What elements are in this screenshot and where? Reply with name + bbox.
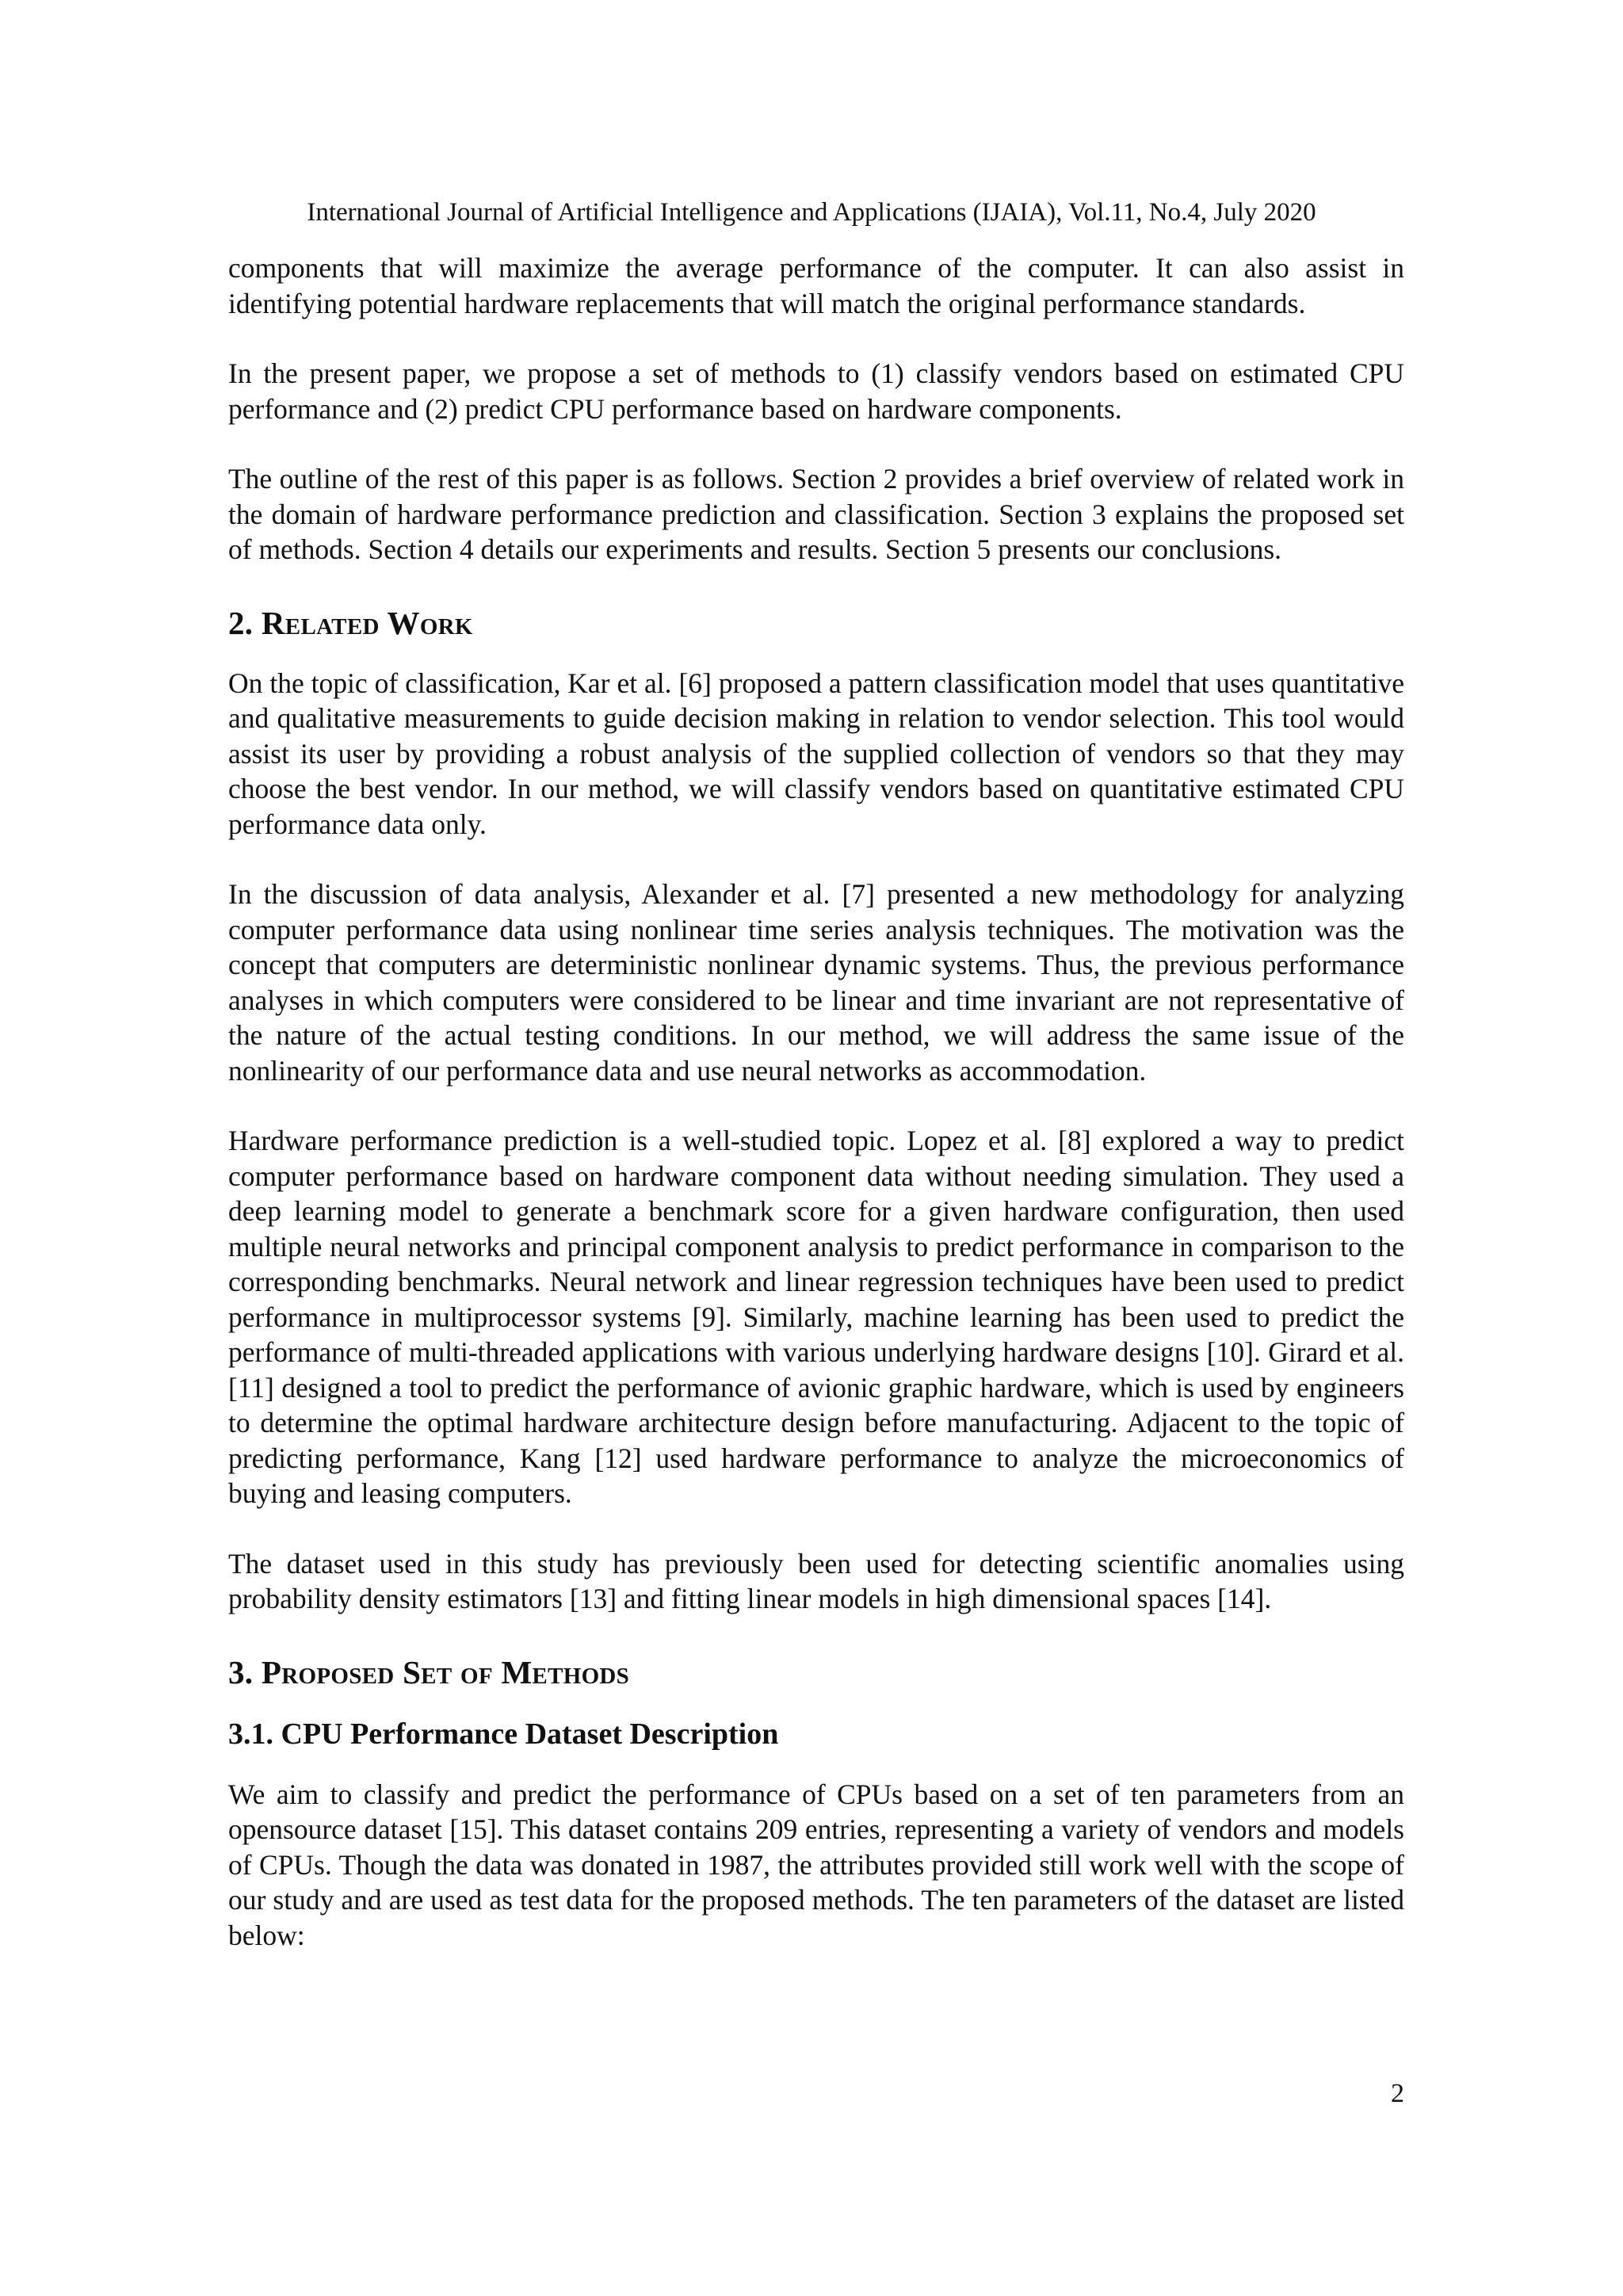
page-number: 2 bbox=[1391, 2079, 1404, 2108]
intro-outline-paragraph: The outline of the rest of this paper is as follows. Section 2 provides a brief overview of related work in the domain of hardware performance prediction and classification. Section 3 explains the proposed set of methods. Section 4 details our experiments and results. Section 5 presents our conclusions. bbox=[228, 463, 1404, 565]
running-header: International Journal of Artificial Intelligence and Applications (IJAIA), Vol.11, No.4, July 2020 bbox=[307, 198, 1316, 227]
section-heading-related-work: 2. Related Work bbox=[228, 604, 473, 641]
page-body bbox=[228, 250, 1404, 1953]
related-work-prediction-paragraph: Hardware performance prediction is a well-studied topic. Lopez et al. [8] explored a way to predict computer performance based on hardware component data without needing simulation. They used a deep learning model to generate a benchmark score for a given hardware configuration, then used multiple neural networks and principal component analysis to predict performance in comparison to the corresponding benchmarks. Neural network and linear regression techniques have been used to predict performance in multiprocessor systems [9]. Similarly, machine learning has been used to predict the performance of multi-threaded applications with various underlying hardware designs [10]. Girard et al. [11] designed a tool to predict the performance of avionic graphic hardware, which is used by engineers to determine the optimal hardware architecture design before manufacturing. Adjacent to the topic of predicting performance, Kang [12] used hardware performance to analyze the microeconomics of buying and leasing computers. bbox=[228, 1125, 1404, 1509]
related-work-dataset-paragraph: The dataset used in this study has previously been used for detecting scientific anomalies using probability density estimators [13] and fitting linear models in high dimensional spaces [14]. bbox=[228, 1547, 1404, 1614]
dataset-description-paragraph: We aim to classify and predict the performance of CPUs based on a set of ten parameters from an opensource dataset [15]. This dataset contains 209 entries, representing a variety of vendors and models of CPUs. Though the data was donated in 1987, the attributes provided still work well with the scope of our study and are used as test data for the proposed methods. The ten parameters of the dataset are listed below: bbox=[228, 1778, 1404, 1951]
section-heading-proposed-methods: 3. Proposed Set of Methods bbox=[228, 1653, 630, 1690]
intro-continuation-paragraph: components that will maximize the average performance of the computer. It can also assist in identifying potential hardware replacements that will match the original performance standards. bbox=[228, 252, 1404, 319]
subsection-heading-dataset: 3.1. CPU Performance Dataset Description bbox=[228, 1717, 779, 1751]
related-work-data-analysis-paragraph: In the discussion of data analysis, Alexander et al. [7] presented a new methodology for analyzing computer performance data using nonlinear time series analysis techniques. The motivation was the concept that computers are deterministic nonlinear dynamic systems. Thus, the previous performance analyses in which computers were considered to be linear and time invariant are not representative of the nature of the actual testing conditions. In our method, we will address the same issue of the nonlinearity of our performance data and use neural networks as accommodation. bbox=[228, 878, 1404, 1087]
related-work-classification-paragraph: On the topic of classification, Kar et al. [6] proposed a pattern classification model that uses quantitative and qualitative measurements to guide decision making in relation to vendor selection. This tool would assist its user by providing a robust analysis of the supplied collection of vendors so that they may choose the best vendor. In our method, we will classify vendors based on quantitative estimated CPU performance data only. bbox=[228, 667, 1404, 840]
intro-contribution-paragraph: In the present paper, we propose a set of methods to (1) classify vendors based on estimated CPU performance and (2) predict CPU performance based on hardware components. bbox=[228, 357, 1404, 425]
